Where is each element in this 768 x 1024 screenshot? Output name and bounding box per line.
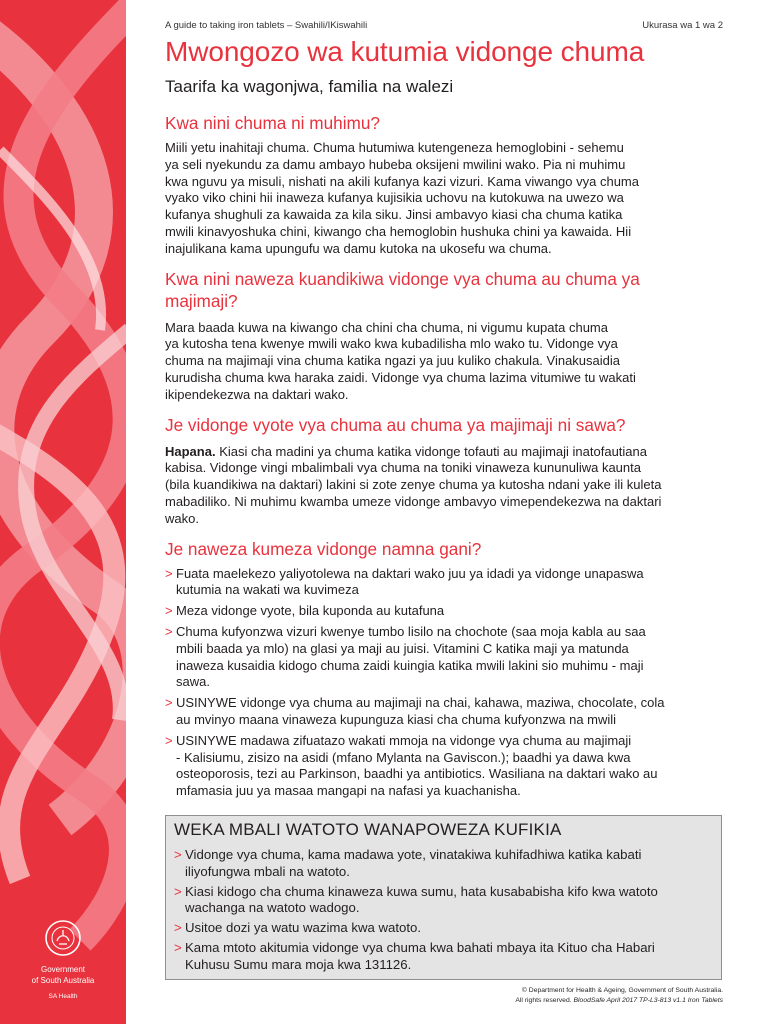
text-line: Chuma kufyonzwa vizuri kwenye tumbo lisilo na chochote (saa moja kabla au saa — [176, 623, 646, 639]
section-heading: Je naweza kumeza vidonge namna gani? — [165, 538, 482, 559]
bullet-list — [165, 566, 730, 800]
text-line: Kiasi kidogo cha chuma kinaweza kuwa sumu, hata kusababisha kifo kwa watoto — [185, 883, 658, 899]
text-line: mwili kinavyoshuka chini, kiwango cha hemoglobin hushuka chini ya kawaida. Hii — [165, 223, 632, 239]
ribbon-graphic — [0, 0, 126, 1024]
footer-rights-line — [423, 996, 723, 1006]
section-heading: Kwa nini chuma ni muhimu? — [165, 113, 380, 133]
text-line: kurudisha chuma kwa haraka zaidi. Vidonge vya chuma lazima vitumiwe tu wakati — [165, 369, 636, 385]
warning-heading: WEKA MBALI WATOTO WANAPOWEZA KUFIKIA — [174, 820, 562, 839]
text-line: Usitoe dozi ya watu wazima kwa watoto. — [185, 920, 422, 936]
section-heading — [165, 268, 730, 312]
government-logo — [14, 918, 112, 1000]
document-body — [165, 112, 730, 804]
chevron-right-icon: > — [174, 939, 182, 955]
text-line: mabadiliko. Ni muhimu kwamba umeze vidonge ambavyo vimependekezwa na daktari — [165, 493, 662, 509]
text-line: Meza vidonge vyote, bila kuponda au kutafuna — [176, 603, 445, 619]
section-paragraph — [165, 320, 730, 404]
decorative-sidebar — [0, 0, 126, 1024]
chevron-right-icon: > — [174, 847, 182, 862]
page-number: Ukurasa wa 1 wa 2 — [642, 20, 723, 31]
heading-line: Kwa nini naweza kuandikiwa vidonge vya chuma au chuma ya — [165, 268, 640, 289]
text-line: sawa. — [176, 674, 210, 690]
text-line: Miili yetu inahitaji chuma. Chuma hutumiwa kutengeneza hemoglobini - sehemu — [165, 140, 624, 155]
warning-list — [174, 847, 713, 974]
section-all-same — [165, 414, 730, 528]
text-line: Fuata maelekezo yaliyotolewa na daktari wako juu ya idadi ya vidonge unapaswa — [176, 565, 644, 581]
text-line: wachanga na watoto wadogo. — [185, 900, 360, 916]
text-line: Vidonge vya chuma, kama madawa yote, vinatakiwa kuhifadhiwa katika kabati — [185, 847, 642, 862]
text-line: USINYWE vidonge vya chuma au majimaji na chai, kahawa, maziwa, chocolate, cola — [176, 695, 665, 711]
list-item — [165, 733, 730, 800]
text-line: au mvinyo maana vinaweza kupunguza kiasi cha chuma kufyonzwa na mwili — [176, 711, 617, 727]
warning-box — [165, 815, 722, 980]
text-line: ya kutosha tena kwenye mwili wako kwa kubadilisha mlo wako tu. Vidonge vya — [165, 336, 618, 352]
warning-item — [174, 884, 713, 918]
text-line: inajulikana kama upungufu wa damu kutoka na ukosefu wa chuma. — [165, 240, 552, 256]
heading-line: majimaji? — [165, 290, 238, 311]
text-line: chuma na majimaji vina chuma katika ngazi ya juu kuliko chakula. Vinakusaidia — [165, 353, 620, 369]
text-line: wako. — [165, 510, 199, 526]
text-line: kabisa. Vidonge vingi mbalimbali vya chuma na toniki vinaweza kununuliwa kaunta — [165, 460, 641, 476]
text-line: ikipendekezwa na daktari wako. — [165, 386, 349, 402]
warning-item — [174, 847, 713, 881]
answer-lead: Hapana. — [165, 443, 216, 459]
text-line: Mara baada kuwa na kiwango cha chini cha chuma, ni vigumu kupata chuma — [165, 319, 608, 335]
warning-item — [174, 940, 713, 974]
list-item — [165, 624, 730, 691]
text-line: mbili baada ya mlo) na glasi ya maji au juisi. Vitamini C katika maji ya matunda — [176, 640, 629, 656]
logo-sa-health-text: SA Health — [48, 993, 78, 1000]
text-line: Kuhusu Sumu mara moja kwa 131126. — [185, 956, 412, 972]
page-subtitle: Taarifa ka wagonjwa, familia na walezi — [165, 77, 454, 96]
logo-government-text: Government — [40, 965, 86, 974]
text-line: mfamasia juu ya masaa mangapi na nafasi ya kuachanisha. — [176, 783, 521, 799]
coat-of-arms-icon — [43, 918, 83, 958]
text-line: inaweza kusaidia kidogo chuma zaidi kuingia katika mwili lakini sio muhimu - maji — [176, 657, 644, 673]
text-line: Kiasi cha madini ya chuma katika vidonge tofauti au majimaji inatofautiana — [215, 443, 647, 459]
chevron-right-icon: > — [165, 695, 173, 711]
section-why-prescribed — [165, 268, 730, 404]
section-why-iron — [165, 112, 730, 258]
footer-copyright-line: © Department for Health & Ageing, Government of South Australia. — [521, 987, 723, 994]
text-line: - Kalisiumu, zisizo na asidi (mfano Mylanta na Gaviscon.); baadhi ya dawa kwa — [176, 749, 631, 765]
text-line: ya seli nyekundu za damu ambayo hubeba oksijeni mwilini wako. Pia ni muhimu — [165, 156, 626, 172]
warning-item — [174, 920, 713, 937]
list-item — [165, 695, 730, 729]
section-paragraph — [165, 140, 730, 258]
chevron-right-icon: > — [165, 623, 173, 639]
text-line: (bila kuandikiwa na daktari) lakini si zote zenye chuma ya kutosha ndani yake ili kuleta — [165, 477, 662, 493]
text-line: kufanya shughuli za kawaida za kila siku. Jinsi ambavyo kiasi cha chuma katika — [165, 207, 623, 223]
text-line: kwa nguvu ya misuli, nishati na akili kufanya kazi vizuri. Kama viwango vya chuma — [165, 173, 639, 189]
footer-publication-code: BloodSafe April 2017 TP-L3-813 v1.1 Iron Tablets — [573, 997, 723, 1004]
text-line: kutumia na wakati wa kuvimeza — [176, 582, 359, 598]
text-line: Kama mtoto akitumia vidonge vya chuma kwa bahati mbaya ita Kituo cha Habari — [185, 939, 655, 955]
chevron-right-icon: > — [174, 883, 182, 899]
guide-header: A guide to taking iron tablets – Swahili/IKiswahili — [165, 20, 368, 31]
chevron-right-icon: > — [165, 732, 173, 748]
footer-rights-prefix: All rights reserved. — [515, 997, 574, 1004]
list-item — [165, 603, 730, 620]
text-line: osteoporosis, tezi au Parkinson, baadhi ya antibiotics. Wasiliana na daktari wako au — [176, 766, 658, 782]
text-line: iliyofungwa mbali na watoto. — [185, 863, 350, 879]
section-how-to-take — [165, 538, 730, 800]
section-paragraph — [165, 444, 730, 528]
logo-south-australia-text: of South Australia — [31, 976, 95, 985]
chevron-right-icon: > — [165, 565, 173, 581]
text-line: USINYWE madawa zifuatazo wakati mmoja na vidonge vya chuma au majimaji — [176, 732, 632, 748]
page-title: Mwongozo wa kutumia vidonge chuma — [165, 36, 645, 67]
copyright-footer — [423, 986, 723, 1006]
chevron-right-icon: > — [174, 920, 182, 936]
chevron-right-icon: > — [165, 603, 173, 619]
section-heading: Je vidonge vyote vya chuma au chuma ya majimaji ni sawa? — [165, 414, 626, 435]
list-item — [165, 566, 730, 600]
text-line: vyako viko chini hii inaweza kufanya kujisikia uchovu na kutokuwa na uwezo wa — [165, 190, 624, 206]
